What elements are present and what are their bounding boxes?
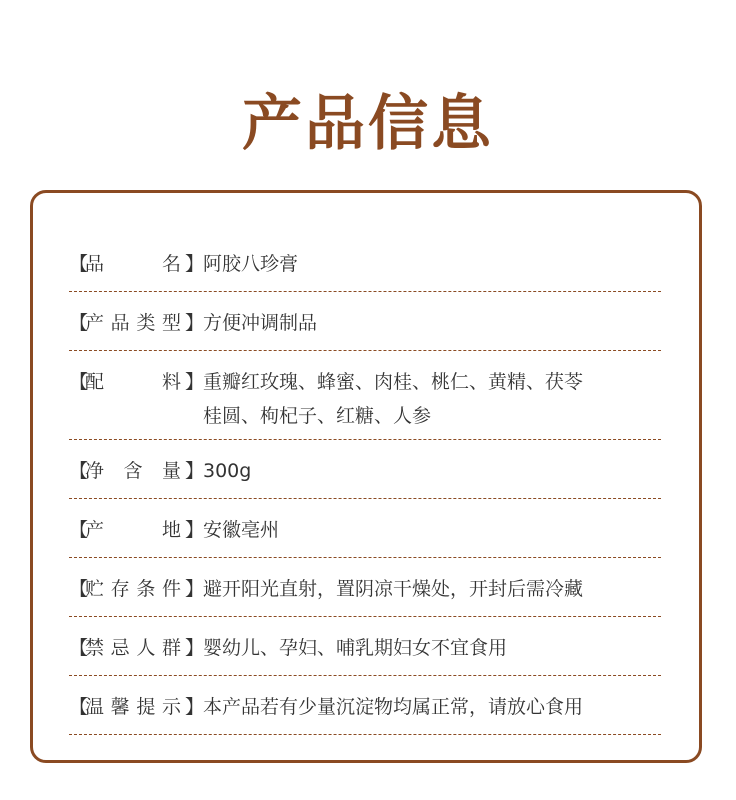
row-label: 【 产 地 】 xyxy=(69,513,197,547)
row-value: 安徽亳州 xyxy=(203,519,280,541)
label-char: 类 xyxy=(136,312,156,334)
info-list xyxy=(69,233,661,735)
label-char: 料 xyxy=(161,371,181,393)
label-char: 件 xyxy=(161,578,181,600)
label-char: 示 xyxy=(161,696,181,718)
page-title: 产品信息 xyxy=(242,89,494,159)
row-value: 避开阳光直射，置阴凉干燥处，开封后需冷藏 xyxy=(203,578,584,600)
label-char: 型 xyxy=(161,312,181,334)
row-label: 【 产 品 类 型 】 xyxy=(69,306,197,340)
info-row-contraindications xyxy=(69,617,661,676)
label-char: 配 xyxy=(85,371,105,393)
info-row-category xyxy=(69,292,661,351)
label-char: 提 xyxy=(136,696,156,718)
row-value: 阿胶八珍膏 xyxy=(203,253,299,275)
row-value: 婴幼儿、孕妇、哺乳期妇女不宜食用 xyxy=(203,637,508,659)
label-char: 净 xyxy=(85,460,105,482)
label-char: 名 xyxy=(161,253,181,275)
info-row-net-content xyxy=(69,440,661,499)
info-row-ingredients xyxy=(69,351,661,440)
value-line: 重瓣红玫瑰、蜂蜜、肉桂、桃仁、黄精、茯苓 xyxy=(203,371,584,393)
label-char: 量 xyxy=(161,460,181,482)
label-char: 产 xyxy=(85,312,105,334)
row-label: 【 品 名 】 xyxy=(69,247,197,281)
label-char: 禁 xyxy=(85,637,105,659)
value-line: 桂圆、枸杞子、红糖、人参 xyxy=(203,405,432,427)
info-row-name xyxy=(69,233,661,292)
row-value: 300g xyxy=(203,460,252,482)
label-char: 存 xyxy=(110,578,130,600)
row-value xyxy=(197,365,661,433)
info-row-origin xyxy=(69,499,661,558)
info-row-storage xyxy=(69,558,661,617)
row-value: 方便冲调制品 xyxy=(203,312,318,334)
label-char: 贮 xyxy=(85,578,105,600)
label-char: 群 xyxy=(161,637,181,659)
label-char: 条 xyxy=(136,578,156,600)
product-info-card xyxy=(30,190,702,763)
row-label: 【 温 馨 提 示 】 xyxy=(69,690,197,724)
row-value: 本产品若有少量沉淀物均属正常，请放心食用 xyxy=(203,696,584,718)
label-char: 品 xyxy=(85,253,105,275)
row-label: 【 贮 存 条 件 】 xyxy=(69,572,197,606)
label-char: 人 xyxy=(136,637,156,659)
label-char: 温 xyxy=(85,696,105,718)
label-char: 忌 xyxy=(110,637,130,659)
row-label: 【 禁 忌 人 群 】 xyxy=(69,631,197,665)
info-row-tips xyxy=(69,676,661,735)
label-char: 品 xyxy=(110,312,130,334)
label-char: 含 xyxy=(123,460,143,482)
row-label: 【 净 含 量 】 xyxy=(69,454,197,488)
label-char: 地 xyxy=(161,519,181,541)
label-char: 产 xyxy=(85,519,105,541)
label-char: 馨 xyxy=(110,696,130,718)
row-label: 【 配 料 】 xyxy=(69,365,197,399)
